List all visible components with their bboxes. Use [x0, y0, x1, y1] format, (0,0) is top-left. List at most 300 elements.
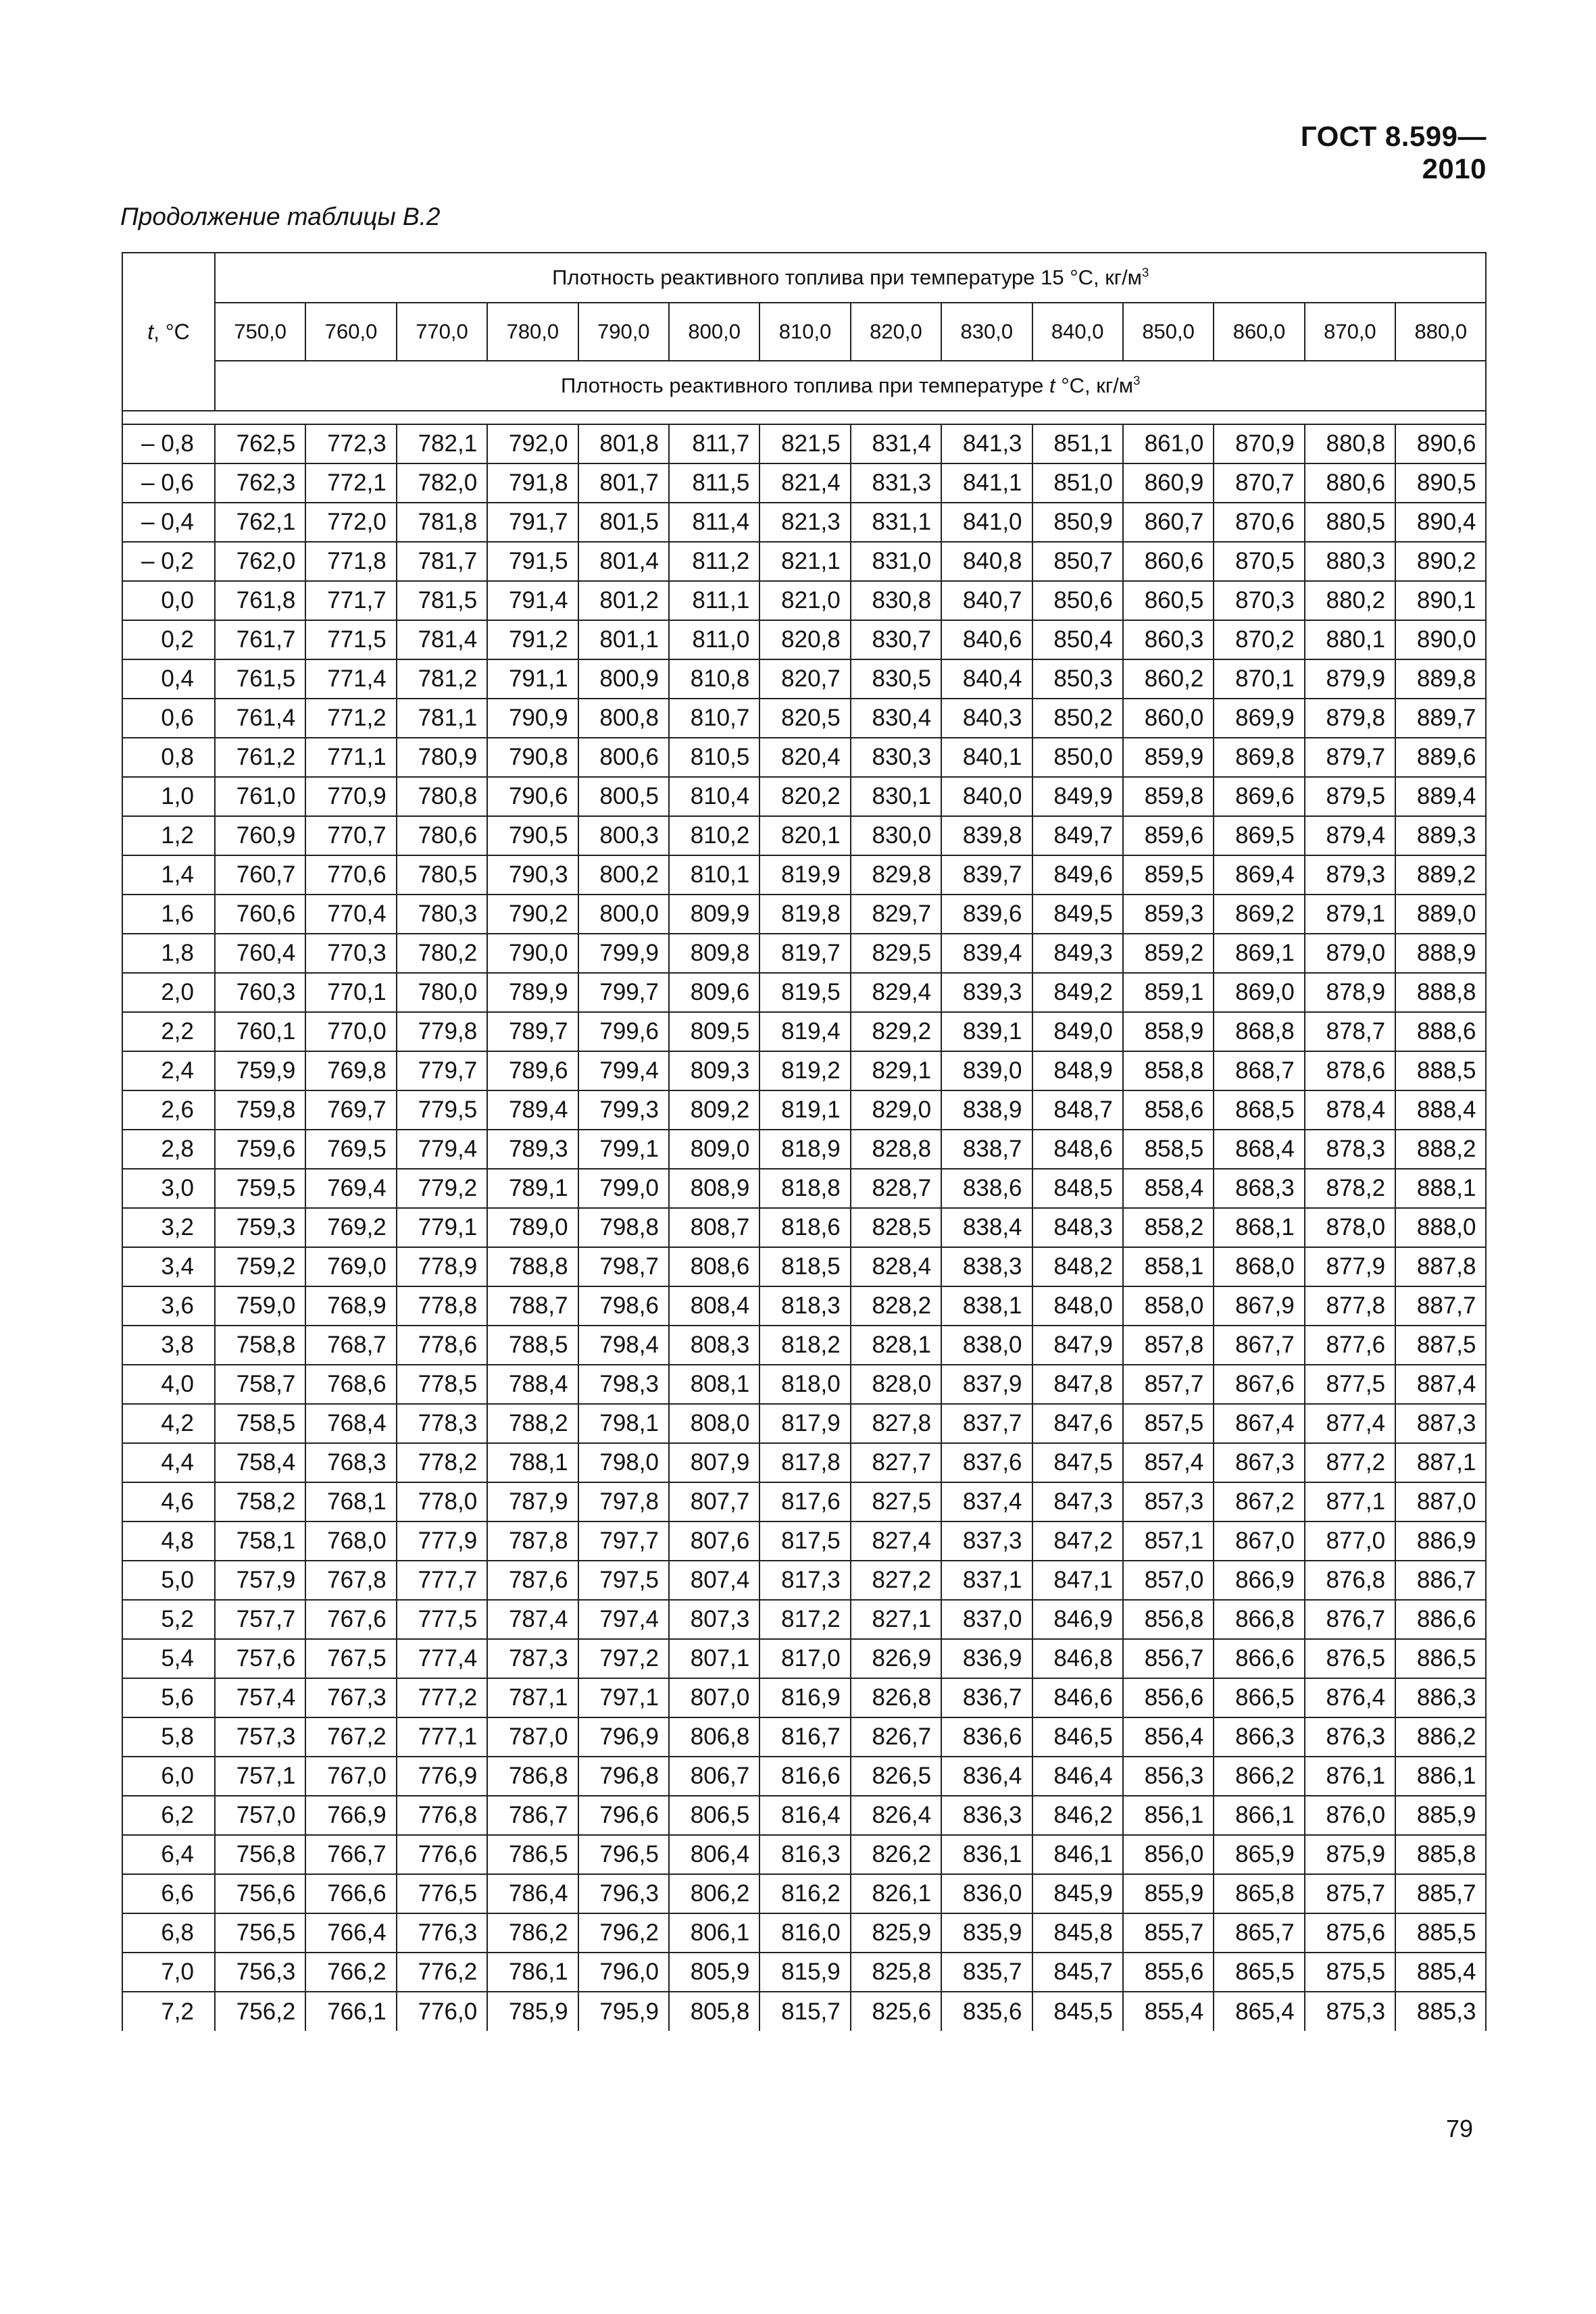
table-row	[122, 1913, 1486, 1953]
column-header-cell: 860,0	[1214, 303, 1304, 361]
density-cell: 791,4	[487, 581, 578, 620]
density-cell: 769,0	[305, 1247, 396, 1286]
page-number: 79	[1446, 2115, 1474, 2142]
density-cell: 855,6	[1123, 1953, 1214, 1992]
density-cell: 856,7	[1123, 1639, 1214, 1678]
density-cell: 840,3	[941, 699, 1032, 738]
density-cell: 856,6	[1123, 1678, 1214, 1717]
density-cell: 877,8	[1305, 1286, 1395, 1326]
density-cell: 811,0	[669, 620, 759, 659]
density-cell: 879,7	[1305, 738, 1395, 777]
table-row	[122, 777, 1486, 816]
density-cell: 858,1	[1123, 1247, 1214, 1286]
temperature-cell: – 0,2	[122, 542, 215, 581]
density-cell: 816,7	[759, 1717, 850, 1757]
spacer-cell	[487, 411, 578, 424]
density-cell: 801,8	[578, 424, 669, 463]
table-row	[122, 855, 1486, 895]
density-cell: 830,5	[851, 659, 941, 699]
density-cell: 890,4	[1395, 503, 1486, 542]
top-title-sup: 3	[1142, 265, 1149, 280]
density-cell: 809,3	[669, 1051, 759, 1090]
density-cell: 781,8	[397, 503, 487, 542]
density-cell: 829,0	[851, 1090, 941, 1130]
density-cell: 757,0	[215, 1796, 305, 1835]
density-cell: 820,2	[759, 777, 850, 816]
density-cell: 877,2	[1305, 1443, 1395, 1482]
density-cell: 836,3	[941, 1796, 1032, 1835]
density-cell: 860,7	[1123, 503, 1214, 542]
density-cell: 788,5	[487, 1326, 578, 1365]
density-cell: 829,7	[851, 895, 941, 934]
density-cell: 768,9	[305, 1286, 396, 1326]
density-cell: 831,4	[851, 424, 941, 463]
table-row	[122, 1717, 1486, 1757]
density-cell: 817,0	[759, 1639, 850, 1678]
density-cell: 779,2	[397, 1169, 487, 1208]
density-cell: 868,1	[1214, 1208, 1304, 1247]
density-cell: 846,6	[1032, 1678, 1123, 1717]
spacer-cell	[122, 411, 215, 424]
density-cell: 798,4	[578, 1326, 669, 1365]
density-cell: 818,8	[759, 1169, 850, 1208]
density-cell: 826,5	[851, 1757, 941, 1796]
density-cell: 817,3	[759, 1561, 850, 1600]
density-cell: 858,5	[1123, 1130, 1214, 1169]
table-row	[122, 1953, 1486, 1992]
density-cell: 810,5	[669, 738, 759, 777]
density-cell: 792,0	[487, 424, 578, 463]
table-row	[122, 659, 1486, 699]
density-cell: 869,4	[1214, 855, 1304, 895]
density-cell: 777,9	[397, 1521, 487, 1561]
density-cell: 809,8	[669, 934, 759, 973]
density-cell: 797,2	[578, 1639, 669, 1678]
density-cell: 766,9	[305, 1796, 396, 1835]
density-cell: 791,5	[487, 542, 578, 581]
density-cell: 831,3	[851, 463, 941, 503]
density-cell: 810,8	[669, 659, 759, 699]
density-cell: 776,6	[397, 1835, 487, 1874]
temperature-header-cell: t, °C	[122, 253, 215, 411]
density-cell: 777,2	[397, 1678, 487, 1717]
density-cell: 869,8	[1214, 738, 1304, 777]
sub-title-var: t	[1049, 374, 1055, 397]
density-cell: 770,4	[305, 895, 396, 934]
density-cell: 769,2	[305, 1208, 396, 1247]
column-header-cell: 830,0	[941, 303, 1032, 361]
density-cell: 860,3	[1123, 620, 1214, 659]
density-cell: 817,6	[759, 1482, 850, 1521]
density-cell: 776,5	[397, 1874, 487, 1913]
density-cell: 849,2	[1032, 973, 1123, 1012]
sub-title-prefix: Плотность реактивного топлива при температуре	[561, 374, 1050, 397]
density-cell: 759,6	[215, 1130, 305, 1169]
density-cell: 845,7	[1032, 1953, 1123, 1992]
temperature-cell: 0,4	[122, 659, 215, 699]
density-cell: 815,7	[759, 1992, 850, 2031]
density-cell: 868,0	[1214, 1247, 1304, 1286]
table-row	[122, 542, 1486, 581]
density-cell: 869,2	[1214, 895, 1304, 934]
density-cell: 819,8	[759, 895, 850, 934]
spacer-cell	[397, 411, 487, 424]
density-cell: 836,9	[941, 1639, 1032, 1678]
density-cell: 768,4	[305, 1404, 396, 1443]
density-cell: 757,1	[215, 1757, 305, 1796]
density-cell: 845,5	[1032, 1992, 1123, 2031]
density-cell: 808,1	[669, 1365, 759, 1404]
density-cell: 825,6	[851, 1992, 941, 2031]
density-cell: 859,3	[1123, 895, 1214, 934]
density-cell: 806,7	[669, 1757, 759, 1796]
density-cell: 759,9	[215, 1051, 305, 1090]
density-cell: 848,9	[1032, 1051, 1123, 1090]
density-cell: 831,1	[851, 503, 941, 542]
density-cell: 766,6	[305, 1874, 396, 1913]
density-cell: 876,8	[1305, 1561, 1395, 1600]
density-cell: 778,0	[397, 1482, 487, 1521]
density-cell: 876,0	[1305, 1796, 1395, 1835]
density-cell: 878,2	[1305, 1169, 1395, 1208]
density-cell: 836,1	[941, 1835, 1032, 1874]
density-cell: 806,2	[669, 1874, 759, 1913]
density-cell: 886,1	[1395, 1757, 1486, 1796]
temperature-cell: 5,8	[122, 1717, 215, 1757]
density-cell: 850,7	[1032, 542, 1123, 581]
density-cell: 801,5	[578, 503, 669, 542]
density-cell: 845,8	[1032, 1913, 1123, 1953]
density-cell: 818,9	[759, 1130, 850, 1169]
density-cell: 877,9	[1305, 1247, 1395, 1286]
density-cell: 840,4	[941, 659, 1032, 699]
density-cell: 857,4	[1123, 1443, 1214, 1482]
density-cell: 878,7	[1305, 1012, 1395, 1051]
density-cell: 876,3	[1305, 1717, 1395, 1757]
density-cell: 805,8	[669, 1992, 759, 2031]
density-cell: 870,7	[1214, 463, 1304, 503]
density-cell: 867,6	[1214, 1365, 1304, 1404]
density-cell: 796,6	[578, 1796, 669, 1835]
header-spacer-row	[122, 411, 1486, 424]
density-cell: 762,1	[215, 503, 305, 542]
temperature-cell: 0,8	[122, 738, 215, 777]
density-cell: 786,4	[487, 1874, 578, 1913]
density-cell: 786,5	[487, 1835, 578, 1874]
density-cell: 791,1	[487, 659, 578, 699]
density-cell: 791,2	[487, 620, 578, 659]
density-cell: 886,9	[1395, 1521, 1486, 1561]
density-cell: 797,4	[578, 1600, 669, 1639]
density-cell: 786,2	[487, 1913, 578, 1953]
spacer-cell	[1395, 411, 1486, 424]
density-cell: 838,1	[941, 1286, 1032, 1326]
column-header-cell: 880,0	[1395, 303, 1486, 361]
density-cell: 767,3	[305, 1678, 396, 1717]
density-cell: 875,7	[1305, 1874, 1395, 1913]
density-cell: 827,4	[851, 1521, 941, 1561]
density-cell: 768,6	[305, 1365, 396, 1404]
density-cell: 762,3	[215, 463, 305, 503]
density-cell: 856,0	[1123, 1835, 1214, 1874]
density-cell: 851,1	[1032, 424, 1123, 463]
density-cell: 868,7	[1214, 1051, 1304, 1090]
density-cell: 786,7	[487, 1796, 578, 1835]
density-cell: 799,0	[578, 1169, 669, 1208]
density-cell: 830,1	[851, 777, 941, 816]
density-cell: 787,0	[487, 1717, 578, 1757]
table-header-columns-row	[122, 303, 1486, 361]
density-cell: 809,6	[669, 973, 759, 1012]
density-cell: 778,8	[397, 1286, 487, 1326]
density-cell: 829,2	[851, 1012, 941, 1051]
density-cell: 801,4	[578, 542, 669, 581]
table-row	[122, 1678, 1486, 1717]
density-cell: 807,3	[669, 1600, 759, 1639]
density-cell: 771,7	[305, 581, 396, 620]
density-cell: 870,5	[1214, 542, 1304, 581]
density-cell: 807,6	[669, 1521, 759, 1561]
density-cell: 799,9	[578, 934, 669, 973]
density-cell: 887,8	[1395, 1247, 1486, 1286]
density-cell: 809,9	[669, 895, 759, 934]
density-cell: 880,3	[1305, 542, 1395, 581]
density-cell: 777,1	[397, 1717, 487, 1757]
density-cell: 798,0	[578, 1443, 669, 1482]
density-cell: 781,4	[397, 620, 487, 659]
density-cell: 788,4	[487, 1365, 578, 1404]
density-cell: 818,3	[759, 1286, 850, 1326]
density-cell: 850,2	[1032, 699, 1123, 738]
density-cell: 880,1	[1305, 620, 1395, 659]
density-cell: 867,2	[1214, 1482, 1304, 1521]
density-cell: 770,6	[305, 855, 396, 895]
density-cell: 829,1	[851, 1051, 941, 1090]
density-cell: 778,3	[397, 1404, 487, 1443]
density-cell: 867,0	[1214, 1521, 1304, 1561]
density-cell: 806,4	[669, 1835, 759, 1874]
density-cell: 756,3	[215, 1953, 305, 1992]
density-cell: 857,8	[1123, 1326, 1214, 1365]
density-cell: 838,4	[941, 1208, 1032, 1247]
table-row	[122, 1757, 1486, 1796]
density-cell: 827,1	[851, 1600, 941, 1639]
table-row	[122, 424, 1486, 463]
density-cell: 766,4	[305, 1913, 396, 1953]
density-cell: 820,4	[759, 738, 850, 777]
density-cell: 847,2	[1032, 1521, 1123, 1561]
density-cell: 830,0	[851, 816, 941, 855]
table-row	[122, 738, 1486, 777]
density-cell: 867,3	[1214, 1443, 1304, 1482]
density-cell: 870,9	[1214, 424, 1304, 463]
density-cell: 777,4	[397, 1639, 487, 1678]
density-cell: 830,4	[851, 699, 941, 738]
density-cell: 835,9	[941, 1913, 1032, 1953]
density-cell: 859,1	[1123, 973, 1214, 1012]
density-cell: 865,5	[1214, 1953, 1304, 1992]
density-cell: 830,8	[851, 581, 941, 620]
density-cell: 799,7	[578, 973, 669, 1012]
table-row	[122, 1404, 1486, 1443]
density-cell: 858,4	[1123, 1169, 1214, 1208]
spacer-cell	[851, 411, 941, 424]
density-cell: 840,0	[941, 777, 1032, 816]
temperature-cell: 4,0	[122, 1365, 215, 1404]
density-cell: 836,0	[941, 1874, 1032, 1913]
density-cell: 829,4	[851, 973, 941, 1012]
density-cell: 869,6	[1214, 777, 1304, 816]
density-cell: 757,6	[215, 1639, 305, 1678]
temperature-cell: 4,2	[122, 1404, 215, 1443]
density-cell: 888,4	[1395, 1090, 1486, 1130]
density-cell: 865,4	[1214, 1992, 1304, 2031]
density-cell: 810,4	[669, 777, 759, 816]
density-cell: 868,4	[1214, 1130, 1304, 1169]
temperature-cell: 2,2	[122, 1012, 215, 1051]
temperature-cell: 6,4	[122, 1835, 215, 1874]
density-cell: 837,9	[941, 1365, 1032, 1404]
density-cell: 848,3	[1032, 1208, 1123, 1247]
density-cell: 825,8	[851, 1953, 941, 1992]
spacer-cell	[669, 411, 759, 424]
column-header-cell: 820,0	[851, 303, 941, 361]
density-cell: 828,7	[851, 1169, 941, 1208]
table-row	[122, 1090, 1486, 1130]
density-cell: 847,1	[1032, 1561, 1123, 1600]
density-cell: 820,7	[759, 659, 850, 699]
density-cell: 818,6	[759, 1208, 850, 1247]
density-cell: 858,6	[1123, 1090, 1214, 1130]
density-cell: 846,2	[1032, 1796, 1123, 1835]
density-cell: 766,2	[305, 1953, 396, 1992]
density-cell: 790,3	[487, 855, 578, 895]
density-cell: 846,9	[1032, 1600, 1123, 1639]
density-cell: 876,7	[1305, 1600, 1395, 1639]
density-cell: 778,5	[397, 1365, 487, 1404]
density-cell: 889,2	[1395, 855, 1486, 895]
density-cell: 869,1	[1214, 934, 1304, 973]
density-cell: 837,0	[941, 1600, 1032, 1639]
density-cell: 841,0	[941, 503, 1032, 542]
density-cell: 811,4	[669, 503, 759, 542]
density-cell: 788,8	[487, 1247, 578, 1286]
density-cell: 837,7	[941, 1404, 1032, 1443]
density-cell: 758,7	[215, 1365, 305, 1404]
density-cell: 769,7	[305, 1090, 396, 1130]
temperature-cell: – 0,4	[122, 503, 215, 542]
density-cell: 759,2	[215, 1247, 305, 1286]
document-standard-header: ГОСТ 8.599—2010	[1300, 120, 1487, 184]
density-cell: 869,5	[1214, 816, 1304, 855]
density-cell: 857,7	[1123, 1365, 1214, 1404]
density-cell: 781,7	[397, 542, 487, 581]
density-cell: 780,2	[397, 934, 487, 973]
density-cell: 770,1	[305, 973, 396, 1012]
density-cell: 870,2	[1214, 620, 1304, 659]
density-cell: 808,6	[669, 1247, 759, 1286]
density-table	[122, 252, 1487, 2031]
density-cell: 780,3	[397, 895, 487, 934]
density-cell: 801,1	[578, 620, 669, 659]
density-cell: 800,6	[578, 738, 669, 777]
density-cell: 768,1	[305, 1482, 396, 1521]
density-cell: 889,4	[1395, 777, 1486, 816]
density-cell: 870,3	[1214, 581, 1304, 620]
table-row	[122, 1130, 1486, 1169]
density-cell: 831,0	[851, 542, 941, 581]
density-cell: 888,9	[1395, 934, 1486, 973]
density-cell: 819,1	[759, 1090, 850, 1130]
spacer-cell	[215, 411, 305, 424]
density-cell: 889,0	[1395, 895, 1486, 934]
density-cell: 828,4	[851, 1247, 941, 1286]
density-cell: 800,3	[578, 816, 669, 855]
density-cell: 757,7	[215, 1600, 305, 1639]
density-cell: 785,9	[487, 1992, 578, 2031]
temperature-cell: 0,6	[122, 699, 215, 738]
density-cell: 788,7	[487, 1286, 578, 1326]
density-cell: 787,8	[487, 1521, 578, 1561]
density-cell: 860,2	[1123, 659, 1214, 699]
column-header-cell: 750,0	[215, 303, 305, 361]
density-cell: 779,1	[397, 1208, 487, 1247]
density-cell: 880,5	[1305, 503, 1395, 542]
density-cell: 890,5	[1395, 463, 1486, 503]
density-cell: 789,9	[487, 973, 578, 1012]
density-cell: 859,5	[1123, 855, 1214, 895]
density-cell: 839,1	[941, 1012, 1032, 1051]
density-cell: 826,1	[851, 1874, 941, 1913]
density-cell: 879,5	[1305, 777, 1395, 816]
density-cell: 820,1	[759, 816, 850, 855]
density-cell: 821,0	[759, 581, 850, 620]
density-cell: 858,8	[1123, 1051, 1214, 1090]
density-cell: 848,2	[1032, 1247, 1123, 1286]
density-cell: 850,6	[1032, 581, 1123, 620]
density-cell: 849,7	[1032, 816, 1123, 855]
table-row	[122, 1169, 1486, 1208]
density-cell: 820,5	[759, 699, 850, 738]
density-cell: 760,7	[215, 855, 305, 895]
density-cell: 885,4	[1395, 1953, 1486, 1992]
density-cell: 847,5	[1032, 1443, 1123, 1482]
table-row	[122, 1286, 1486, 1326]
density-cell: 795,9	[578, 1992, 669, 2031]
table-header-subtitle-row	[122, 361, 1486, 411]
density-cell: 889,7	[1395, 699, 1486, 738]
density-cell: 837,1	[941, 1561, 1032, 1600]
density-cell: 888,1	[1395, 1169, 1486, 1208]
density-cell: 856,8	[1123, 1600, 1214, 1639]
density-cell: 821,5	[759, 424, 850, 463]
density-cell: 830,3	[851, 738, 941, 777]
density-cell: 758,1	[215, 1521, 305, 1561]
table-header-title-row	[122, 253, 1486, 303]
density-cell: 767,5	[305, 1639, 396, 1678]
density-cell: 787,6	[487, 1561, 578, 1600]
density-cell: 818,5	[759, 1247, 850, 1286]
density-cell: 780,8	[397, 777, 487, 816]
density-cell: 808,9	[669, 1169, 759, 1208]
density-cell: 778,6	[397, 1326, 487, 1365]
density-cell: 840,8	[941, 542, 1032, 581]
table-row	[122, 581, 1486, 620]
density-cell: 886,3	[1395, 1678, 1486, 1717]
density-cell: 827,8	[851, 1404, 941, 1443]
density-cell: 796,3	[578, 1874, 669, 1913]
density-cell: 856,4	[1123, 1717, 1214, 1757]
